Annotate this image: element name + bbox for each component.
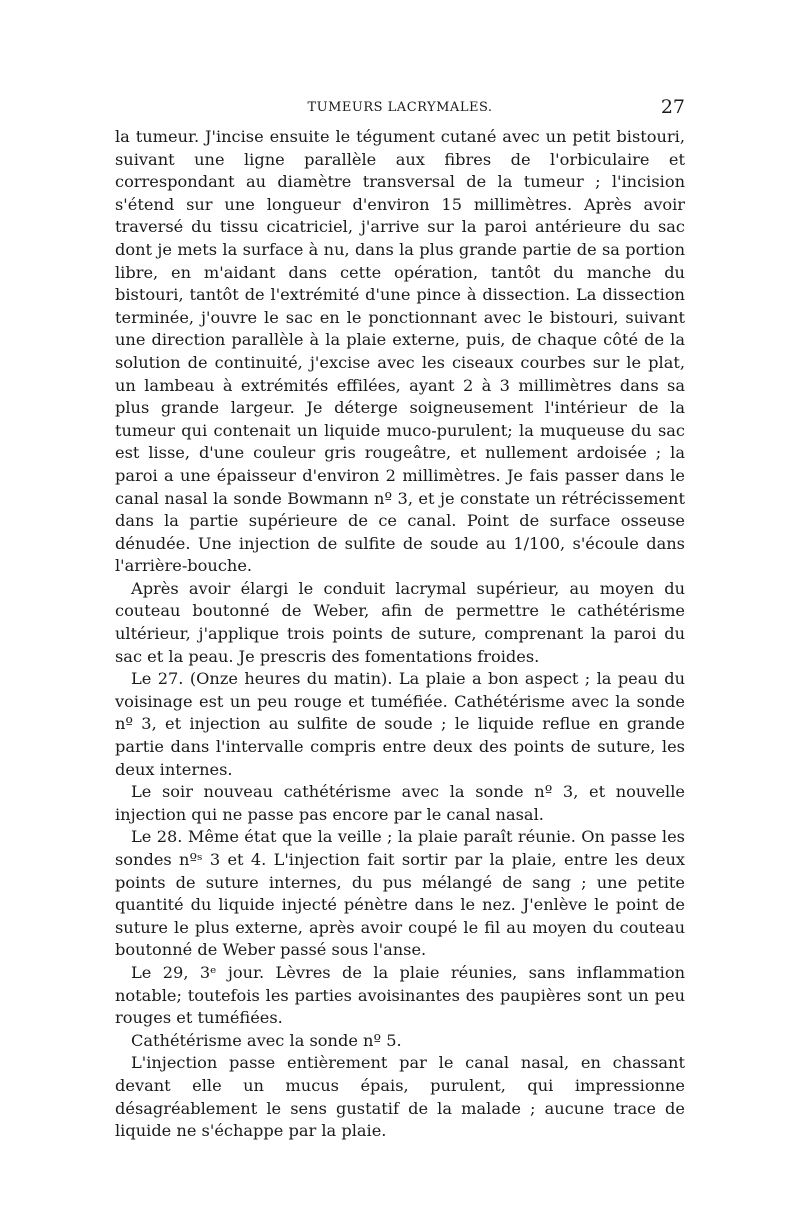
paragraph-5: Le 28. Même état que la veille ; la plaie paraît réunie. On passe les sondes nºˢ 3 et 4. L'injection fait sortir par la plaie, entre les deux points de suture internes, du pus mélangé de sang ; une petite quantité du liquide injecté pénètre dans le nez. J'enlève le point de suture le plus externe, après avoir coupé le fil au moyen du couteau boutonné de Weber passé sous l'anse. (115, 827, 685, 960)
running-head (115, 96, 685, 120)
paragraph-8: L'injection passe entièrement par le canal nasal, en chassant devant elle un mucus épais, purulent, qui impressionne désagréablement le sens gustatif de la malade ; aucune trace de liquide ne s'échappe par la plaie. (115, 1053, 685, 1141)
paragraph-7: Cathétérisme avec la sonde nº 5. (131, 1030, 402, 1050)
paragraph-2: Après avoir élargi le conduit lacrymal supérieur, au moyen du couteau boutonné de Weber, afin de permettre le cathétérisme ultérieur, j'applique trois points de suture, comprenant la paroi du sac et la peau. Je prescris des fomentations froides. (115, 578, 685, 666)
running-title: TUMEURS LACRYMALES. (307, 100, 493, 115)
paragraph-3: Le 27. (Onze heures du matin). La plaie a bon aspect ; la peau du voisinage est un peu rouge et tuméfiée. Cathétérisme avec la sonde nº 3, et injection au sulfite de soude ; le liquide reflue en grande partie dans l'intervalle compris entre deux des points de suture, les deux internes. (115, 669, 685, 779)
paragraph-6: Le 29, 3ᵉ jour. Lèvres de la plaie réunies, sans inflammation notable; toutefois les parties avoisinantes des paupières sont un peu rouges et tuméfiées. (115, 962, 685, 1028)
page-number: 27 (660, 96, 685, 118)
body-text (115, 126, 685, 1143)
paragraph-4: Le soir nouveau cathétérisme avec la sonde nº 3, et nouvelle injection qui ne passe pas encore par le canal nasal. (115, 782, 685, 824)
paragraph-1: la tumeur. J'incise ensuite le tégument cutané avec un petit bistouri, suivant une ligne parallèle aux fibres de l'orbiculaire et correspondant au diamètre transversal de la tumeur ; l'incision s'étend sur une longueur d'environ 15 millimètres. Après avoir traversé du tissu cicatriciel, j'arrive sur la paroi antérieure du sac dont je mets la surface à nu, dans la plus grande partie de sa portion libre, en m'aidant dans cette opération, tantôt du manche du bistouri, tantôt de l'extrémité d'une pince à dissection. La dissection terminée, j'ouvre le sac en le ponctionnant avec le bistouri, suivant une direction parallèle à la plaie externe, puis, de chaque côté de la solution de continuité, j'excise avec les ciseaux courbes sur le plat, un lambeau à extrémités effilées, ayant 2 à 3 millimètres dans sa plus grande largeur. Je déterge soigneusement l'intérieur de la tumeur qui contenait un liquide muco-purulent; la muqueuse du sac est lisse, d'une couleur gris rougeâtre, et nullement ardoisée ; la paroi a une épaisseur d'environ 2 millimètres. Je fais passer dans le canal nasal la sonde Bowmann nº 3, et je constate un rétrécissement dans la partie supérieure de ce canal. Point de surface osseuse dénudée. Une injection de sulfite de soude au 1/100, s'écoule dans l'arrière-bouche. (115, 127, 685, 576)
